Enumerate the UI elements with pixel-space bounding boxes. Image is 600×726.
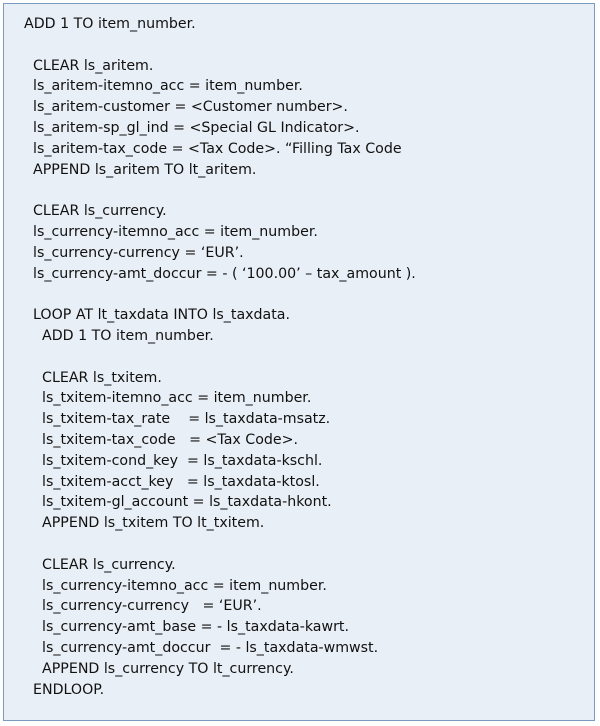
code-line: ENDLOOP. — [24, 681, 105, 698]
code-line: ls_aritem-itemno_acc = item_number. — [24, 78, 303, 95]
code-line: LOOP AT lt_taxdata INTO ls_taxdata. — [24, 307, 291, 324]
code-line: ls_currency-amt_doccur = - ls_taxdata-wmwst. — [24, 639, 379, 656]
code-line: APPEND ls_txitem TO lt_txitem. — [24, 515, 265, 532]
code-line: CLEAR ls_currency. — [24, 556, 176, 573]
code-line: ls_aritem-tax_code = <Tax Code>. “Filling Tax Code — [24, 140, 402, 157]
code-line: APPEND ls_aritem TO lt_aritem. — [24, 161, 257, 178]
code-line: ls_txitem-itemno_acc = item_number. — [24, 390, 312, 407]
code-line: ls_currency-currency = ‘EUR’. — [24, 244, 244, 261]
code-line: ls_currency-amt_doccur = - ( ‘100.00’ – tax_amount ). — [24, 265, 416, 282]
code-line — [24, 534, 594, 555]
code-line: ls_aritem-sp_gl_ind = <Special GL Indicator>. — [24, 119, 360, 136]
code-line: ls_currency-currency = ‘EUR’. — [24, 598, 262, 615]
code-line: ls_txitem-cond_key = ls_taxdata-kschl. — [24, 452, 323, 469]
code-line: ls_txitem-tax_rate = ls_taxdata-msatz. — [24, 411, 331, 428]
code-line: CLEAR ls_txitem. — [24, 369, 162, 386]
code-line: ls_aritem-customer = <Customer number>. — [24, 99, 348, 116]
code-line: ls_txitem-tax_code = <Tax Code>. — [24, 431, 299, 448]
code-line: CLEAR ls_aritem. — [24, 57, 154, 74]
code-line: ADD 1 TO item_number. — [24, 327, 214, 344]
code-line: ls_currency-amt_base = - ls_taxdata-kawrt. — [24, 619, 350, 636]
code-line — [24, 284, 594, 305]
code-line: APPEND ls_currency TO lt_currency. — [24, 660, 294, 677]
code-line: ls_currency-itemno_acc = item_number. — [24, 577, 327, 594]
code-line: ls_currency-itemno_acc = item_number. — [24, 223, 318, 240]
code-line — [24, 180, 594, 201]
code-line — [24, 35, 594, 56]
code-line: ls_txitem-gl_account = ls_taxdata-hkont. — [24, 494, 332, 511]
code-line — [24, 347, 594, 368]
code-listing — [3, 3, 595, 721]
code-line: CLEAR ls_currency. — [24, 203, 167, 220]
code-line: ls_txitem-acct_key = ls_taxdata-ktosl. — [24, 473, 320, 490]
code-line: ADD 1 TO item_number. — [24, 16, 196, 32]
